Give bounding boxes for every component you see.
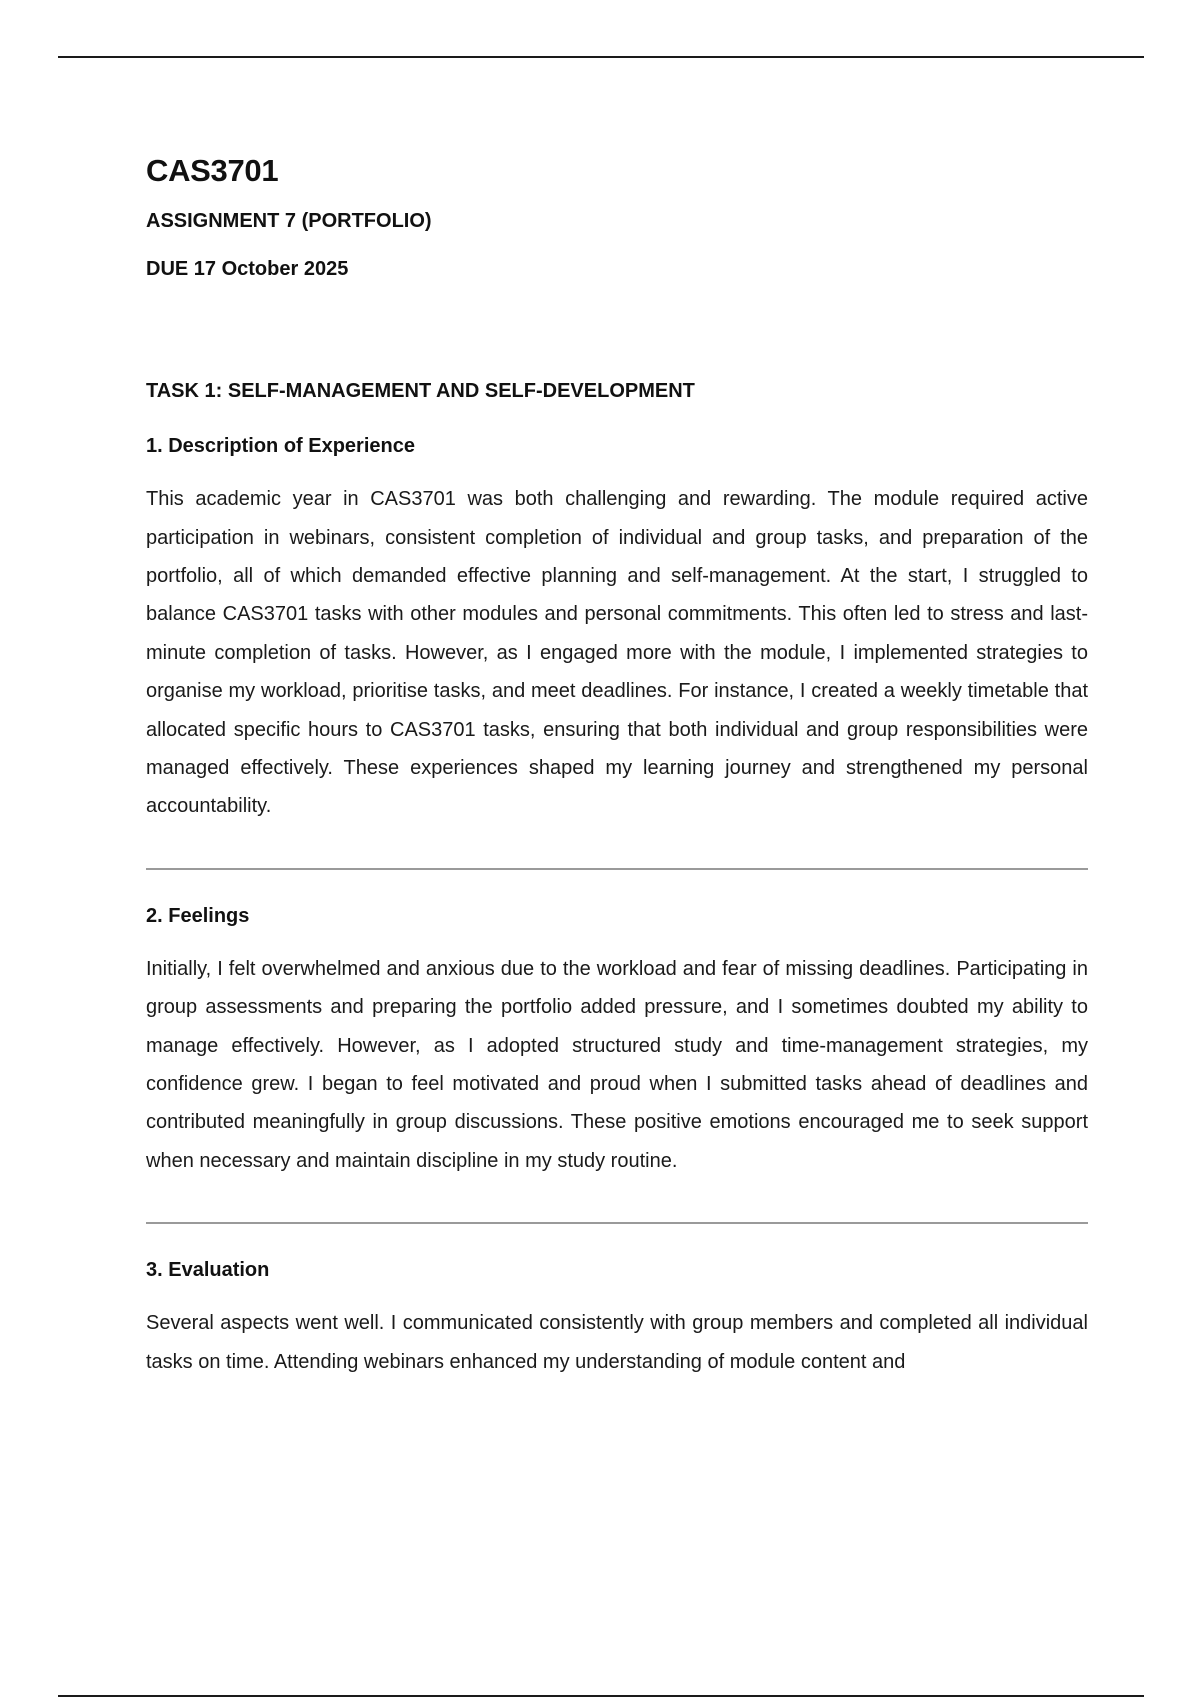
section-divider: [146, 1222, 1088, 1224]
section-heading: 1. Description of Experience: [146, 435, 415, 458]
section-evaluation: [146, 1258, 1088, 1381]
page-bottom-rule: [58, 1695, 1144, 1697]
section-paragraph: Initially, I felt overwhelmed and anxious due to the workload and fear of missing deadlines. Participating in group assessments and preparing the portfolio added pressure, and I sometimes doubted my ability to manage effectively. However, as I adopted structured study and time-management strategies, my confidence grew. I began to feel motivated and proud when I submitted tasks ahead of deadlines and contributed meaningfully in group discussions. These positive emotions encouraged me to seek support when necessary and maintain discipline in my study routine.: [146, 957, 1088, 1172]
document-body: [146, 152, 1088, 1381]
section-heading: 3. Evaluation: [146, 1259, 270, 1282]
page-top-rule: [58, 56, 1144, 58]
section-divider: [146, 868, 1088, 870]
section-description: [146, 434, 1088, 826]
assignment-label: ASSIGNMENT 7 (PORTFOLIO): [146, 210, 432, 233]
document-title: CAS3701: [146, 153, 279, 188]
due-date: DUE 17 October 2025: [146, 258, 349, 281]
section-heading: 2. Feelings: [146, 904, 250, 927]
section-feelings: [146, 904, 1088, 1180]
section-paragraph: Several aspects went well. I communicated consistently with group members and completed all individual tasks on time. Attending webinars enhanced my understanding of module content and: [146, 1312, 1088, 1373]
task-heading: TASK 1: SELF-MANAGEMENT AND SELF-DEVELOPMENT: [146, 380, 695, 403]
section-paragraph: This academic year in CAS3701 was both challenging and rewarding. The module required active participation in webinars, consistent completion of individual and group tasks, and preparation of the portfolio, all of which demanded effective planning and self-management. At the start, I struggled to balance CAS3701 tasks with other modules and personal commitments. This often led to stress and last-minute completion of tasks. However, as I engaged more with the module, I implemented strategies to organise my workload, prioritise tasks, and meet deadlines. For instance, I created a weekly timetable that allocated specific hours to CAS3701 tasks, ensuring that both individual and group responsibilities were managed effectively. These experiences shaped my learning journey and strengthened my personal accountability.: [146, 488, 1088, 818]
